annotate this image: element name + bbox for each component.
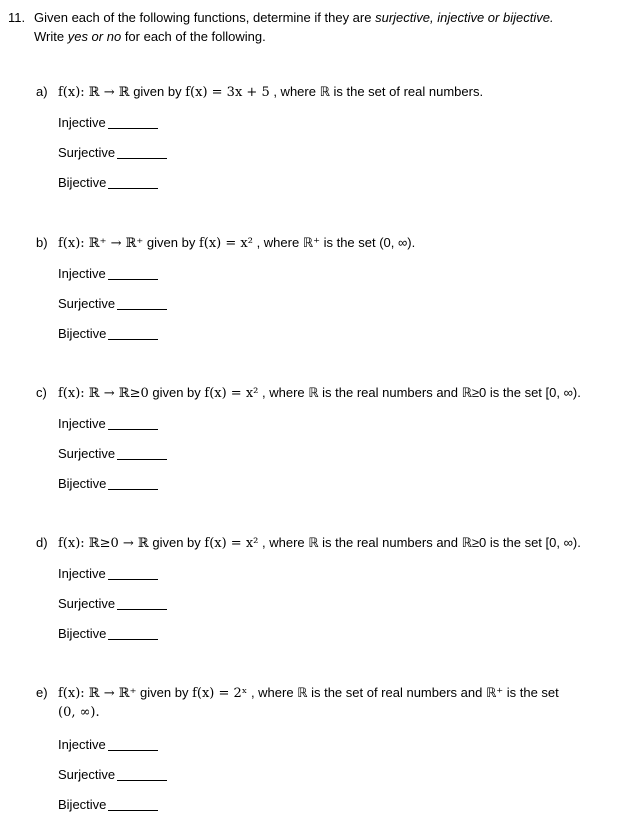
given-by: given by: [136, 685, 193, 700]
part-e: [36, 684, 616, 826]
injective-blank[interactable]: [108, 114, 158, 129]
surjective-label: Surjective: [58, 296, 116, 311]
injective-answer: [58, 265, 616, 295]
surjective-answer: [58, 295, 616, 325]
surjective-answer: [58, 595, 616, 625]
injective-blank[interactable]: [108, 265, 158, 280]
injective-label: Injective: [58, 115, 106, 130]
injective-answer: [58, 565, 616, 595]
injective-answer: [58, 736, 616, 766]
part-d: [36, 534, 616, 655]
function-rule: f(x) = x²: [198, 236, 253, 251]
injective-blank[interactable]: [108, 736, 158, 751]
question-line-1: [8, 8, 554, 27]
part-statement: [36, 384, 616, 403]
given-by: given by: [148, 535, 205, 550]
surjective-blank[interactable]: [117, 595, 167, 610]
surjective-blank[interactable]: [117, 766, 167, 781]
bijective-answer: [58, 796, 616, 826]
bijective-blank[interactable]: [108, 625, 158, 640]
function-rule: f(x) = 3x + 5: [185, 85, 270, 100]
bijective-answer: [58, 475, 616, 505]
part-label: d): [36, 535, 48, 550]
instruction-terms: yes or no: [67, 29, 122, 44]
bijective-blank[interactable]: [108, 475, 158, 490]
given-by: given by: [129, 84, 186, 99]
part-label: a): [36, 84, 48, 99]
answer-list: [58, 415, 616, 505]
answer-list: [58, 265, 616, 355]
question-line-2: [8, 27, 554, 46]
function-signature: f(x): ℝ → ℝ≥0: [58, 386, 149, 401]
part-statement: [36, 534, 616, 553]
part-statement: [36, 684, 616, 703]
surjective-blank[interactable]: [117, 445, 167, 460]
surjective-answer: [58, 766, 616, 796]
bijective-answer: [58, 174, 616, 204]
surjective-blank[interactable]: [117, 295, 167, 310]
domain-note: , where ℝ is the set of real numbers and ℝ⁺ is the set: [247, 685, 559, 700]
function-signature: f(x): ℝ → ℝ⁺: [58, 686, 137, 701]
bijective-blank[interactable]: [108, 174, 158, 189]
surjective-label: Surjective: [58, 596, 116, 611]
domain-note: , where ℝ is the real numbers and ℝ≥0 is the set [0, ∞).: [258, 385, 581, 400]
surjective-blank[interactable]: [117, 144, 167, 159]
part-b: [36, 234, 616, 355]
part-statement: [36, 83, 616, 102]
domain-note: , where ℝ is the real numbers and ℝ≥0 is the set [0, ∞).: [258, 535, 581, 550]
domain-note: , where ℝ⁺ is the set (0, ∞).: [252, 235, 416, 250]
bijective-label: Bijective: [58, 175, 107, 190]
function-signature: f(x): ℝ⁺ → ℝ⁺: [58, 236, 144, 251]
bijective-label: Bijective: [58, 326, 107, 341]
part-label: b): [36, 235, 48, 250]
given-by: given by: [148, 385, 205, 400]
question-number: 11.: [8, 10, 26, 25]
function-rule: f(x) = x²: [204, 386, 259, 401]
question-header: [8, 8, 554, 46]
part-label: e): [36, 685, 48, 700]
injective-blank[interactable]: [108, 565, 158, 580]
answer-list: [58, 565, 616, 655]
injective-label: Injective: [58, 416, 106, 431]
function-signature: f(x): ℝ → ℝ: [58, 85, 130, 100]
function-rule: f(x) = x²: [204, 536, 259, 551]
surjective-answer: [58, 144, 616, 174]
injective-label: Injective: [58, 566, 106, 581]
answer-list: [58, 736, 616, 826]
injective-answer: [58, 114, 616, 144]
given-by: given by: [143, 235, 199, 250]
instruction-start: Write: [34, 29, 68, 44]
surjective-label: Surjective: [58, 446, 116, 461]
bijective-blank[interactable]: [108, 325, 158, 340]
part-statement-continued: [36, 703, 616, 722]
part-c: [36, 384, 616, 505]
bijective-label: Bijective: [58, 476, 107, 491]
surjective-label: Surjective: [58, 145, 116, 160]
bijective-answer: [58, 625, 616, 655]
function-signature: f(x): ℝ≥0 → ℝ: [58, 536, 149, 551]
question-terms: surjective, injective or bijective.: [375, 10, 554, 25]
part-statement: [36, 234, 616, 253]
injective-answer: [58, 415, 616, 445]
bijective-label: Bijective: [58, 797, 107, 812]
answer-list: [58, 114, 616, 204]
bijective-answer: [58, 325, 616, 355]
injective-label: Injective: [58, 266, 106, 281]
surjective-answer: [58, 445, 616, 475]
domain-note: , where ℝ is the set of real numbers.: [269, 84, 484, 99]
part-label: c): [36, 385, 47, 400]
question-prompt: Given each of the following functions, determine if they are: [34, 10, 376, 25]
function-rule: f(x) = 2ˣ: [192, 686, 248, 701]
instruction-end: for each of the following.: [121, 29, 266, 44]
surjective-label: Surjective: [58, 767, 116, 782]
bijective-label: Bijective: [58, 626, 107, 641]
injective-label: Injective: [58, 737, 106, 752]
domain-note-continued: (0, ∞).: [58, 705, 100, 720]
injective-blank[interactable]: [108, 415, 158, 430]
part-a: [36, 83, 616, 204]
bijective-blank[interactable]: [108, 796, 158, 811]
